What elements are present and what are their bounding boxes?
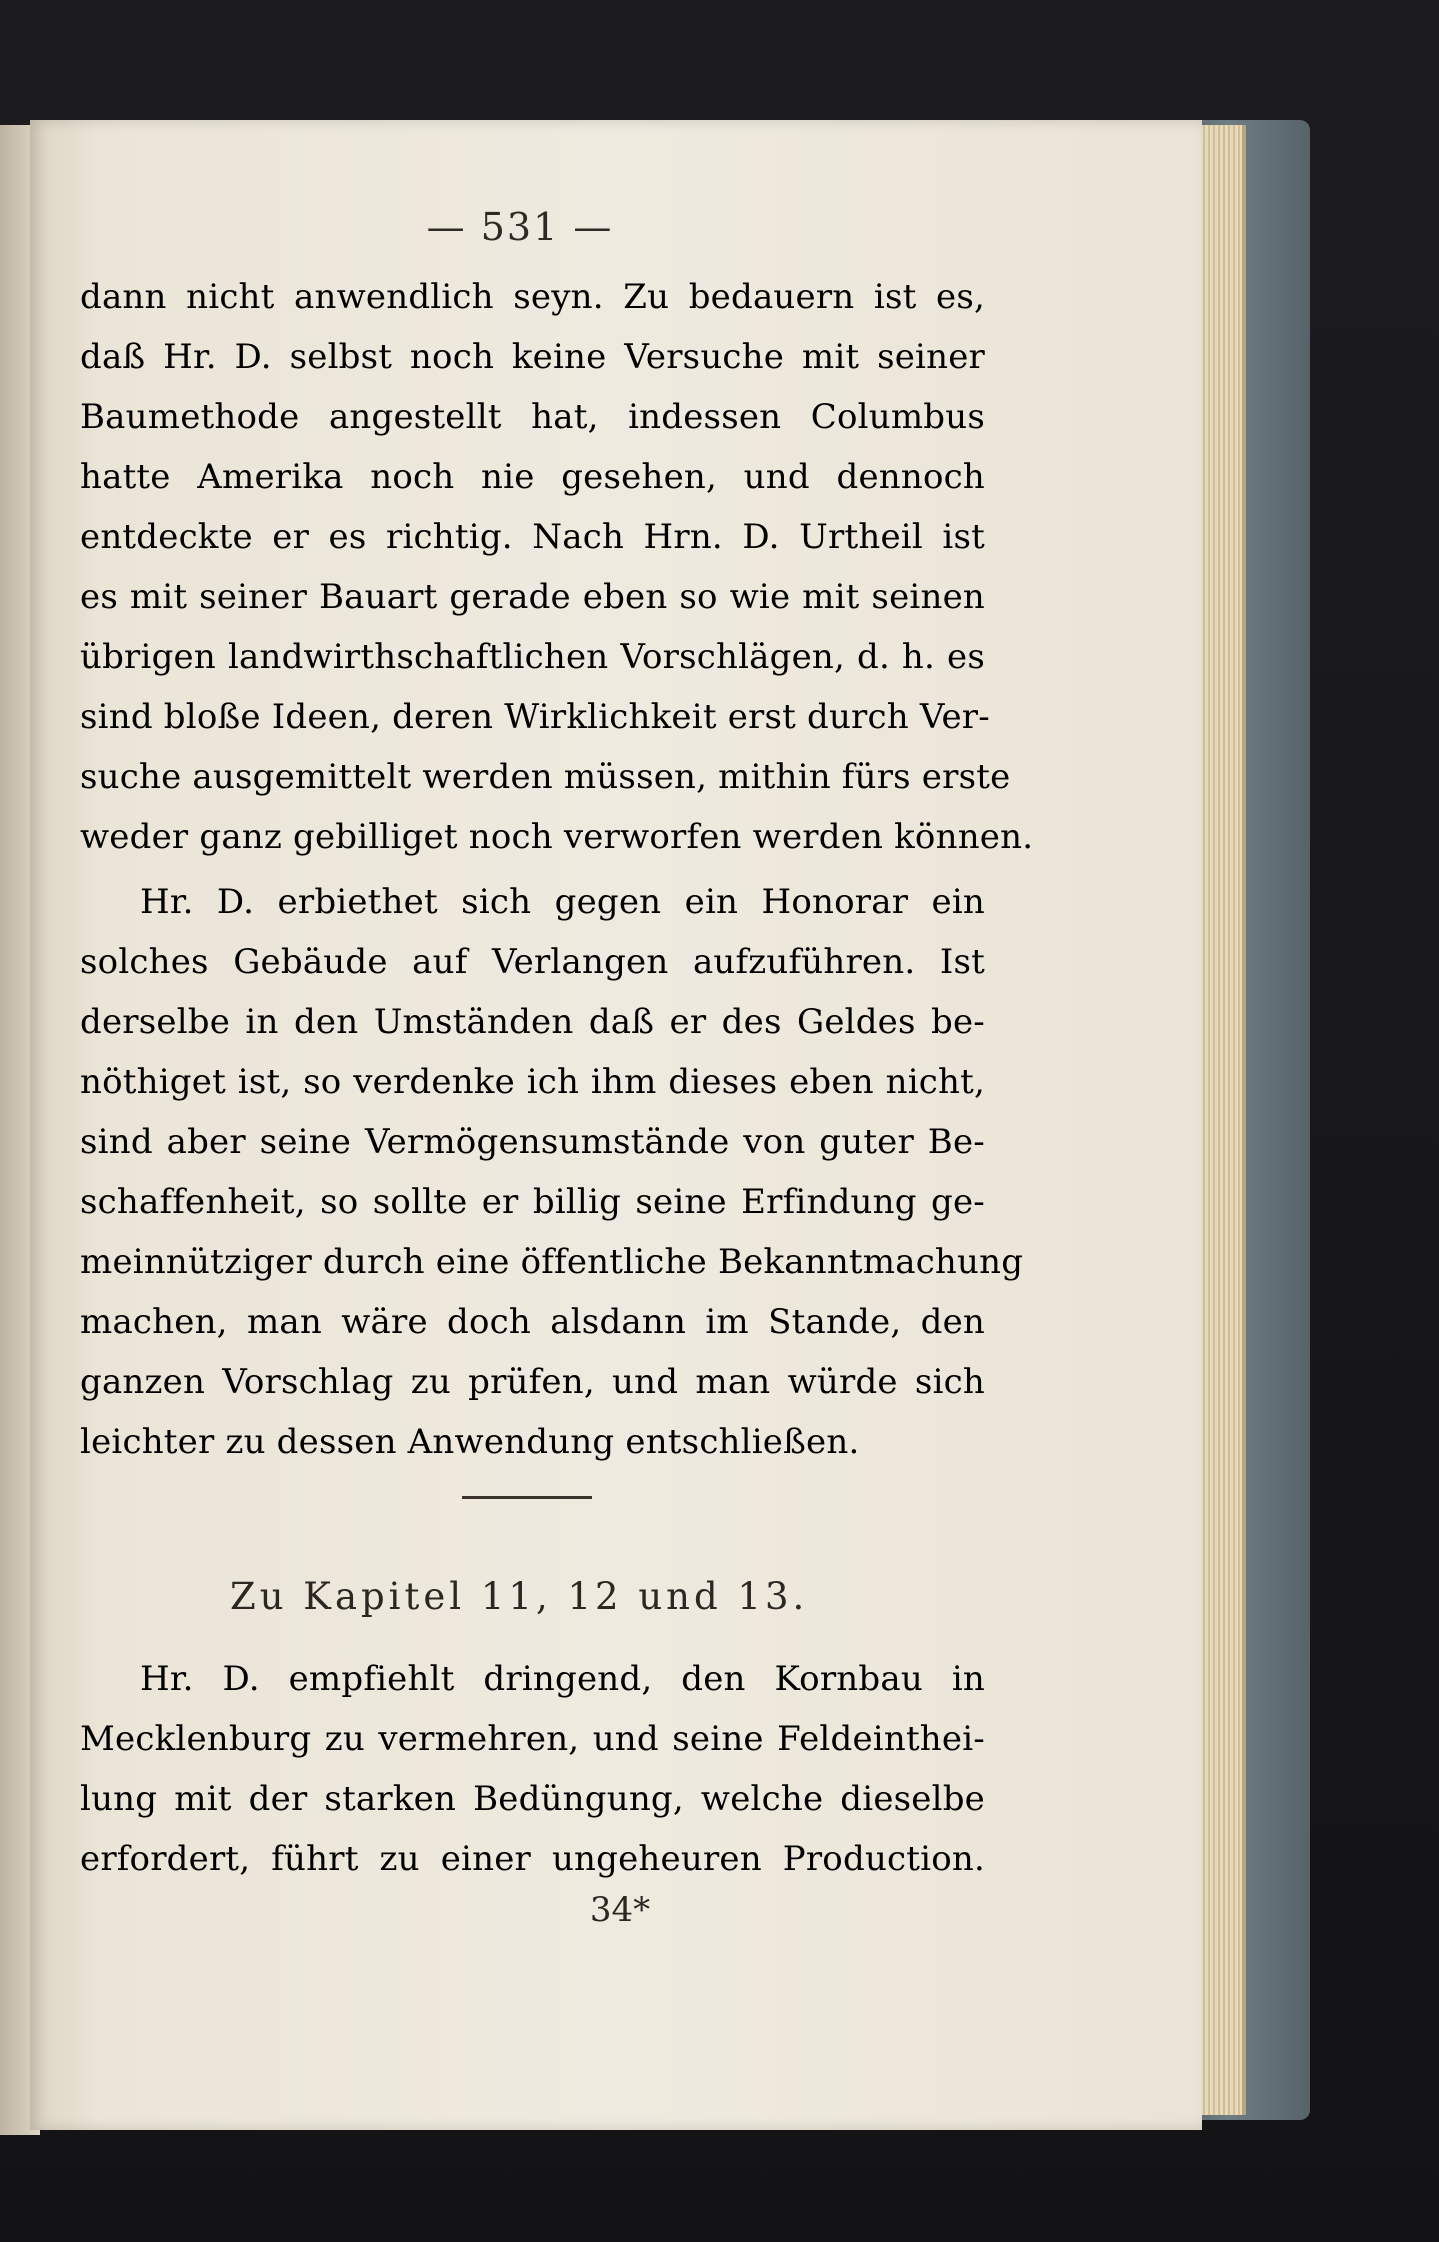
text-line: ganzen Vorschlag zu prüfen, und man würde sich	[80, 1362, 985, 1402]
text-line: schaffenheit, so sollte er billig seine Erfindung ge-	[80, 1182, 985, 1222]
page-header: — 531 —	[426, 205, 614, 249]
text-line: leichter zu dessen Anwendung entschließen.	[80, 1422, 860, 1462]
text-line: sind bloße Ideen, deren Wirklichkeit erst durch Ver-	[80, 697, 990, 737]
text-line: suche ausgemittelt werden müssen, mithin fürs erste	[80, 757, 1011, 797]
text-line: dann nicht anwendlich seyn. Zu bedauern ist es,	[80, 277, 985, 317]
text-line: machen, man wäre doch alsdann im Stande, den	[80, 1302, 985, 1342]
text-line: solches Gebäude auf Verlangen aufzuführen. Ist	[80, 942, 985, 982]
text-line: entdeckte er es richtig. Nach Hrn. D. Urtheil ist	[80, 517, 985, 557]
text-line: erfordert, führt zu einer ungeheuren Production.	[80, 1839, 985, 1879]
text-line: hatte Amerika noch nie gesehen, und dennoch	[80, 457, 985, 497]
text-line: meinnütziger durch eine öffentliche Bekanntmachung	[80, 1242, 1024, 1282]
signature-mark: 34*	[589, 1890, 651, 1930]
text-line: derselbe in den Umständen daß er des Geldes be-	[80, 1002, 985, 1042]
text-line: nöthiget ist, so verdenke ich ihm dieses eben nicht,	[80, 1062, 985, 1102]
section-divider	[462, 1496, 592, 1499]
text-line: weder ganz gebilliget noch verworfen werden können.	[80, 817, 1034, 857]
section-heading: Zu Kapitel 11, 12 und 13.	[230, 1575, 809, 1618]
text-line: Baumethode angestellt hat, indessen Columbus	[80, 397, 985, 437]
text-line: Hr. D. empfiehlt dringend, den Kornbau in	[140, 1659, 985, 1699]
text-line: lung mit der starken Bedüngung, welche dieselbe	[80, 1779, 985, 1819]
text-line: sind aber seine Vermögensumstände von guter Be-	[80, 1122, 985, 1162]
text-line: es mit seiner Bauart gerade eben so wie mit seinen	[80, 577, 985, 617]
text-line: übrigen landwirthschaftlichen Vorschlägen, d. h. es	[80, 637, 985, 677]
text-line: Hr. D. erbiethet sich gegen ein Honorar ein	[140, 882, 985, 922]
text-line: daß Hr. D. selbst noch keine Versuche mit seiner	[80, 337, 985, 377]
text-line: Mecklenburg zu vermehren, und seine Feldeinthei-	[80, 1719, 985, 1759]
